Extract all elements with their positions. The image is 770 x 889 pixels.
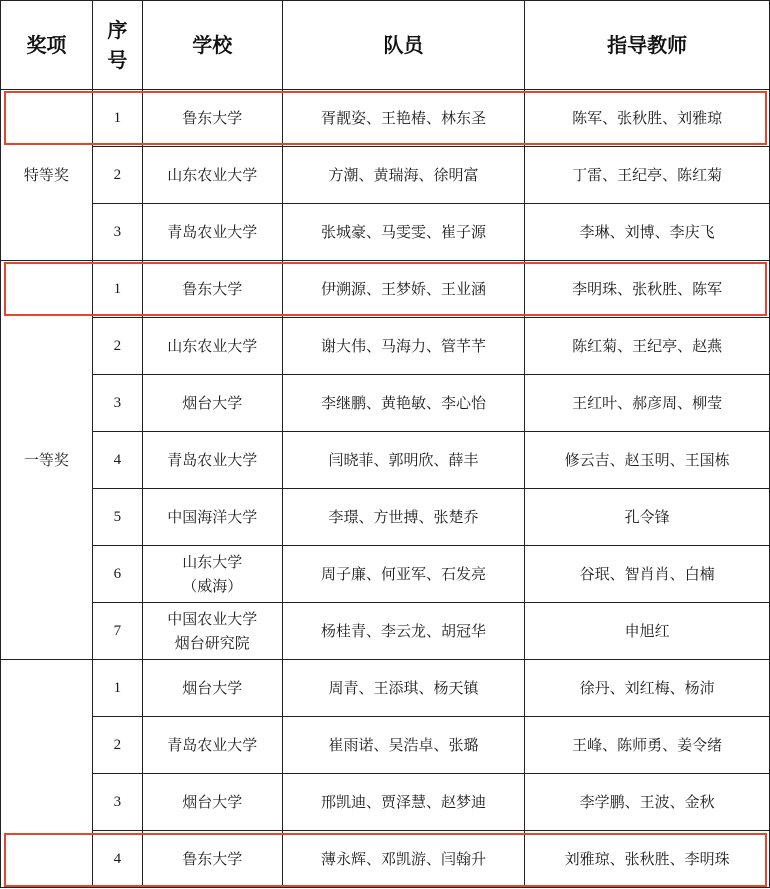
seq-cell: 5 [92, 489, 142, 546]
members-cell: 胥靓姿、王艳椿、林东圣 [282, 90, 525, 147]
seq-cell: 2 [92, 717, 142, 774]
header-award: 奖项 [1, 1, 93, 90]
table-row [1, 546, 770, 603]
school-cell: 青岛农业大学 [142, 204, 282, 261]
school-cell: 青岛农业大学 [142, 432, 282, 489]
seq-cell: 3 [92, 774, 142, 831]
advisors-cell: 申旭红 [525, 603, 770, 660]
table-row [1, 147, 770, 204]
table-row [1, 432, 770, 489]
members-cell: 周青、王添琪、杨天镇 [282, 660, 525, 717]
seq-cell: 1 [92, 660, 142, 717]
table-row [1, 603, 770, 660]
members-cell: 薄永辉、邓凯游、闫翰升 [282, 831, 525, 888]
school-cell: 鲁东大学 [142, 261, 282, 318]
members-cell: 谢大伟、马海力、管芊芊 [282, 318, 525, 375]
advisors-cell: 谷珉、智肖肖、白楠 [525, 546, 770, 603]
seq-cell: 7 [92, 603, 142, 660]
school-cell: 鲁东大学 [142, 90, 282, 147]
seq-cell: 2 [92, 318, 142, 375]
school-cell [142, 546, 282, 603]
table-row [1, 489, 770, 546]
school-cell: 烟台大学 [142, 774, 282, 831]
seq-cell: 1 [92, 261, 142, 318]
school-cell: 烟台大学 [142, 375, 282, 432]
header-advisors: 指导教师 [525, 1, 770, 90]
header-row [1, 1, 770, 90]
table-row [1, 261, 770, 318]
header-seq-text: 序号 [107, 18, 128, 72]
members-cell: 崔雨诺、吴浩卓、张璐 [282, 717, 525, 774]
members-cell: 邢凯迪、贾泽慧、赵梦迪 [282, 774, 525, 831]
table-row [1, 90, 770, 147]
school-cell: 山东农业大学 [142, 147, 282, 204]
seq-cell: 4 [92, 831, 142, 888]
table-row [1, 717, 770, 774]
members-cell: 方潮、黄瑞海、徐明富 [282, 147, 525, 204]
school-cell: 鲁东大学 [142, 831, 282, 888]
seq-cell: 6 [92, 546, 142, 603]
seq-cell: 2 [92, 147, 142, 204]
members-cell: 杨桂青、李云龙、胡冠华 [282, 603, 525, 660]
table-row [1, 375, 770, 432]
school-line: 烟台研究院 [174, 634, 250, 652]
advisors-cell: 李学鹏、王波、金秋 [525, 774, 770, 831]
members-cell: 李继鹏、黄艳敏、李心怡 [282, 375, 525, 432]
advisors-cell: 徐丹、刘红梅、杨沛 [525, 660, 770, 717]
school-cell [142, 603, 282, 660]
advisors-cell: 李明珠、张秋胜、陈军 [525, 261, 770, 318]
award-second [1, 660, 93, 888]
header-members: 队员 [282, 1, 525, 90]
advisors-cell: 陈红菊、王纪亭、赵燕 [525, 318, 770, 375]
header-seq [92, 1, 142, 90]
seq-cell: 4 [92, 432, 142, 489]
seq-cell: 1 [92, 90, 142, 147]
table-row [1, 318, 770, 375]
school-cell: 中国海洋大学 [142, 489, 282, 546]
advisors-cell: 修云吉、赵玉明、王国栋 [525, 432, 770, 489]
seq-cell: 3 [92, 375, 142, 432]
members-cell: 闫晓菲、郭明欣、薛丰 [282, 432, 525, 489]
advisors-cell: 丁雷、王纪亭、陈红菊 [525, 147, 770, 204]
table-row [1, 831, 770, 888]
members-cell: 张城豪、马雯雯、崔子源 [282, 204, 525, 261]
advisors-cell: 李琳、刘博、李庆飞 [525, 204, 770, 261]
table-row [1, 204, 770, 261]
school-cell: 烟台大学 [142, 660, 282, 717]
school-line: 山东大学 [182, 553, 243, 571]
members-cell: 李璟、方世搏、张楚乔 [282, 489, 525, 546]
award-first: 一等奖 [1, 261, 93, 660]
school-line: （威海） [182, 577, 243, 595]
school-line: 中国农业大学 [167, 610, 258, 628]
award-special: 特等奖 [1, 90, 93, 261]
members-cell: 周子廉、何亚军、石发亮 [282, 546, 525, 603]
seq-cell: 3 [92, 204, 142, 261]
advisors-cell: 王红叶、郝彦周、柳莹 [525, 375, 770, 432]
advisors-cell: 陈军、张秋胜、刘雅琼 [525, 90, 770, 147]
school-cell: 山东农业大学 [142, 318, 282, 375]
members-cell: 伊溯源、王梦娇、王业涵 [282, 261, 525, 318]
table-row [1, 660, 770, 717]
advisors-cell: 王峰、陈师勇、姜令绪 [525, 717, 770, 774]
header-school: 学校 [142, 1, 282, 90]
table-row [1, 774, 770, 831]
advisors-cell: 孔令锋 [525, 489, 770, 546]
advisors-cell: 刘雅琼、张秋胜、李明珠 [525, 831, 770, 888]
school-cell: 青岛农业大学 [142, 717, 282, 774]
